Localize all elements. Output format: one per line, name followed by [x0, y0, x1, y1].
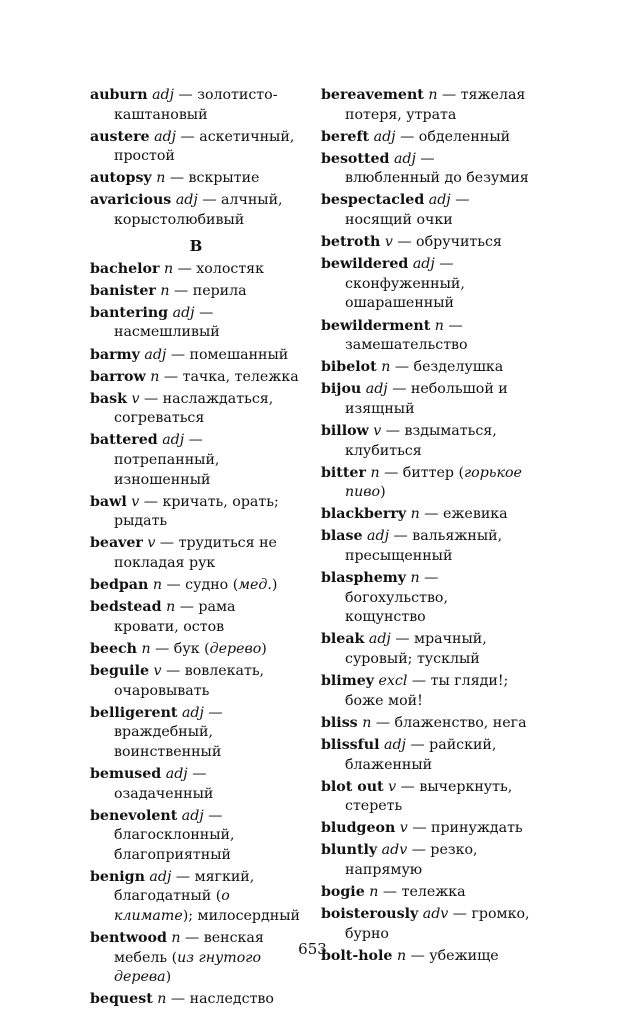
entry-headword: blissful [321, 736, 380, 753]
entry-definition: — аскетичный, простой [114, 128, 295, 165]
dictionary-entry [90, 128, 302, 167]
entry-part-of-speech: v [147, 535, 156, 552]
dictionary-entry [321, 191, 533, 230]
dictionary-entry [90, 765, 302, 804]
entry-part-of-speech: excl [378, 673, 408, 690]
entry-part-of-speech: adj [181, 704, 204, 721]
dictionary-entry [90, 282, 302, 302]
dictionary-entry [90, 368, 302, 388]
dictionary-entry [321, 883, 533, 903]
entry-definition: — алчный, корыстолюбивый [114, 192, 283, 229]
dictionary-entry [90, 704, 302, 763]
dictionary-entry [90, 390, 302, 429]
entry-definition: — ты гляди!; боже мой! [345, 673, 509, 709]
entry-definition: — потрепанный, изношенный [114, 432, 220, 488]
entry-headword: bluntly [321, 842, 378, 859]
left-entries-bottom [90, 260, 302, 1010]
entry-headword: bawl [90, 493, 127, 510]
entry-definition: — трудиться не покладая рук [114, 535, 277, 571]
entry-definition: — блаженство, нега [371, 714, 527, 731]
entry-headword: bleak [321, 631, 365, 648]
dictionary-entry [321, 150, 533, 189]
entry-definition: — вздыматься, клубиться [345, 423, 497, 459]
entry-headword: blackberry [321, 506, 407, 523]
entry-definition: — вскрытие [165, 170, 260, 187]
dictionary-entry [321, 128, 533, 148]
entry-part-of-speech: v [384, 234, 393, 251]
dictionary-entry [321, 505, 533, 525]
entry-headword: beaver [90, 535, 143, 552]
entry-headword: blasphemy [321, 570, 407, 587]
dictionary-entry [90, 191, 302, 230]
page-number: 653 [298, 940, 327, 958]
entry-part-of-speech: n [157, 991, 167, 1008]
entry-part-of-speech: n [152, 577, 162, 594]
entry-note: мед. [238, 577, 272, 594]
dictionary-entry [90, 260, 302, 280]
entry-part-of-speech: n [160, 282, 170, 299]
entry-part-of-speech: adj [373, 128, 396, 145]
entry-part-of-speech: adj [181, 807, 204, 824]
entry-headword: bequest [90, 991, 153, 1008]
entry-part-of-speech: adv [381, 842, 408, 859]
entry-part-of-speech: adj [165, 765, 188, 782]
entry-part-of-speech: n [370, 464, 380, 481]
dictionary-entry [321, 358, 533, 378]
entry-part-of-speech: n [141, 640, 151, 657]
entry-part-of-speech: adj [365, 381, 388, 398]
entry-headword: barmy [90, 346, 140, 363]
entry-definition: — тележка [378, 884, 466, 901]
entry-definition: — бук ( [150, 640, 210, 657]
dictionary-entry [321, 841, 533, 880]
entry-definition: — небольшой и изящный [345, 381, 508, 417]
entry-definition-tail: ); милосердный [182, 908, 300, 925]
entry-headword: bogie [321, 884, 365, 901]
left-entries-top [90, 86, 302, 231]
entry-headword: blot out [321, 778, 384, 795]
entry-part-of-speech: adj [384, 736, 406, 753]
entry-definition: — озадаченный [114, 765, 214, 802]
entry-definition-tail: ) [261, 640, 267, 657]
entry-part-of-speech: adj [367, 528, 389, 545]
entry-definition: — биттер ( [379, 464, 465, 481]
entry-part-of-speech: v [399, 820, 408, 837]
left-column [90, 86, 302, 1013]
entry-definition: — наслаждаться, согреваться [114, 390, 274, 427]
entry-definition: — влюбленный до безумия [345, 150, 529, 187]
entry-headword: banister [90, 282, 156, 299]
entry-part-of-speech: n [381, 359, 391, 376]
entry-definition-tail: ) [165, 969, 172, 986]
right-column [321, 86, 533, 969]
entry-part-of-speech: adj [162, 432, 185, 449]
entry-note: из гнутого дерева [114, 949, 261, 986]
entry-definition: — ежевика [419, 506, 508, 523]
dictionary-entry [321, 233, 533, 253]
entry-note: горькое пиво [345, 464, 522, 501]
entry-definition-tail: ) [380, 484, 386, 501]
entry-definition: — замешательство [345, 317, 468, 354]
entry-definition: — громко, бурно [345, 906, 530, 942]
entry-headword: bask [90, 390, 127, 407]
entry-definition: — судно ( [161, 577, 239, 594]
entry-headword: billow [321, 423, 369, 439]
dictionary-entry [321, 464, 533, 503]
entry-definition: — носящий очки [345, 192, 470, 229]
entry-headword: bewilderment [321, 317, 431, 334]
dictionary-entry [90, 169, 302, 189]
entry-headword: autopsy [90, 170, 152, 187]
entry-part-of-speech: n [410, 570, 420, 587]
dictionary-entry [321, 736, 533, 775]
dictionary-entry [321, 714, 533, 734]
entry-part-of-speech: adj [144, 346, 167, 363]
dictionary-entry [90, 868, 302, 927]
entry-note: о климате [114, 888, 230, 925]
entry-headword: bachelor [90, 260, 160, 277]
entry-definition-tail: ) [271, 577, 278, 594]
dictionary-entry [90, 807, 302, 866]
entry-part-of-speech: v [388, 778, 397, 795]
entry-headword: bijou [321, 381, 362, 398]
dictionary-entry [321, 255, 533, 314]
entry-headword: besotted [321, 150, 390, 167]
dictionary-entry [90, 576, 302, 596]
entry-definition: — безделушка [390, 359, 504, 376]
entry-part-of-speech: adj [368, 631, 391, 648]
entry-part-of-speech: n [166, 599, 176, 616]
entry-part-of-speech: n [428, 87, 438, 103]
entry-headword: bantering [90, 304, 169, 321]
entry-definition: — благосклонный, благоприятный [114, 807, 235, 863]
entry-definition: — обделенный [395, 128, 511, 145]
entry-headword: bentwood [90, 930, 167, 947]
dictionary-entry [321, 317, 533, 356]
entry-part-of-speech: n [410, 506, 420, 523]
entry-part-of-speech: adj [428, 192, 451, 209]
dictionary-entry [90, 598, 302, 637]
entry-definition: — насмешливый [114, 304, 220, 341]
entry-headword: avaricious [90, 192, 172, 209]
dictionary-entry [90, 662, 302, 701]
entry-part-of-speech: n [369, 884, 379, 901]
dictionary-entry [321, 630, 533, 669]
dictionary-entry [90, 640, 302, 660]
dictionary-entry [321, 778, 533, 817]
entry-part-of-speech: n [396, 947, 407, 964]
dictionary-entry [321, 422, 533, 461]
entry-part-of-speech: n [150, 368, 160, 385]
entry-headword: barrow [90, 368, 146, 385]
dictionary-entry [321, 569, 533, 628]
dictionary-entry [321, 86, 533, 125]
entry-part-of-speech: n [434, 317, 444, 334]
entry-headword: bereavement [321, 87, 424, 103]
entry-definition: — помешанный [166, 346, 289, 363]
entry-part-of-speech: adj [149, 868, 172, 885]
dictionary-entry [90, 304, 302, 343]
dictionary-entry [321, 380, 533, 419]
entry-headword: benign [90, 868, 145, 885]
entry-headword: benevolent [90, 807, 178, 824]
entry-headword: belligerent [90, 704, 178, 721]
entry-definition: — вовлекать, очаровывать [114, 662, 265, 699]
entry-part-of-speech: adj [152, 87, 175, 103]
entry-headword: bibelot [321, 359, 377, 376]
entry-headword: boisterously [321, 906, 419, 923]
dictionary-entry [90, 990, 302, 1010]
entry-part-of-speech: v [153, 662, 162, 679]
entry-headword: bespectacled [321, 192, 425, 209]
entry-headword: beech [90, 640, 137, 657]
dictionary-entry [90, 346, 302, 366]
dictionary-entry [90, 493, 302, 532]
entry-part-of-speech: n [156, 170, 166, 187]
entry-headword: bewildered [321, 256, 409, 273]
dictionary-entry [321, 905, 533, 944]
entry-definition: — венская мебель ( [114, 930, 264, 966]
entry-part-of-speech: n [163, 260, 174, 277]
entry-definition: — вычеркнуть, стереть [345, 778, 513, 815]
entry-headword: austere [90, 128, 150, 145]
dictionary-entry [90, 86, 302, 125]
entry-headword: bedstead [90, 599, 162, 616]
entry-definition: — золотисто-каштановый [114, 87, 278, 123]
dictionary-entry [90, 929, 302, 988]
entry-part-of-speech: n [362, 714, 372, 731]
entry-headword: beguile [90, 662, 149, 679]
entry-headword: battered [90, 432, 158, 449]
entry-definition: — резко, напрямую [345, 842, 478, 878]
entry-part-of-speech: v [131, 493, 140, 510]
entry-definition: — тачка, тележка [159, 368, 299, 385]
entry-part-of-speech: adj [154, 128, 177, 145]
entry-headword: auburn [90, 87, 148, 103]
dictionary-entry [90, 431, 302, 490]
dictionary-entry [321, 672, 533, 711]
entry-definition: — райский, блаженный [345, 736, 497, 773]
entry-definition: — обручиться [392, 234, 502, 251]
entry-definition: — перила [169, 282, 247, 299]
entry-part-of-speech: adv [422, 906, 449, 923]
entry-part-of-speech: adj [172, 304, 195, 321]
entry-part-of-speech: adj [175, 192, 198, 209]
entry-headword: bereft [321, 128, 370, 145]
entry-headword: bemused [90, 765, 162, 782]
right-entries [321, 86, 533, 966]
entry-definition: — кричать, орать; рыдать [114, 493, 279, 530]
entry-part-of-speech: v [131, 390, 140, 407]
entry-part-of-speech: adj [393, 150, 416, 167]
entry-definition: — наследство [166, 991, 274, 1008]
entry-definition: — холостяк [173, 260, 264, 277]
entry-part-of-speech: adj [412, 256, 435, 273]
entry-headword: betroth [321, 234, 381, 251]
entry-definition: — тяжелая потеря, утрата [345, 87, 526, 123]
entry-headword: bitter [321, 464, 366, 481]
entry-definition: — мрачный, суровый; тусклый [345, 631, 487, 668]
entry-part-of-speech: v [373, 423, 382, 439]
entry-headword: blimey [321, 673, 374, 690]
entry-headword: bolt-hole [321, 947, 393, 964]
dictionary-entry [321, 527, 533, 566]
dictionary-entry [90, 534, 302, 573]
entry-definition: — мягкий, благодатный ( [114, 868, 255, 905]
entry-definition: — враждебный, воинственный [114, 704, 223, 760]
entry-headword: blase [321, 528, 363, 545]
section-letter: B [189, 236, 203, 255]
entry-headword: bliss [321, 714, 358, 731]
entry-definition: — рама кровати, остов [114, 599, 236, 635]
dictionary-entry [321, 819, 533, 839]
entry-definition: — принуждать [407, 820, 523, 837]
entry-definition: — убежище [406, 947, 499, 964]
entry-definition: — сконфуженный, ошарашенный [345, 256, 465, 312]
entry-headword: bludgeon [321, 820, 396, 837]
entry-part-of-speech: n [171, 930, 181, 947]
entry-definition: — богохульство, кощунство [345, 570, 448, 626]
entry-headword: bedpan [90, 577, 149, 594]
entry-definition: — вальяжный, пресыщенный [345, 528, 503, 565]
entry-note: дерево [209, 640, 262, 657]
